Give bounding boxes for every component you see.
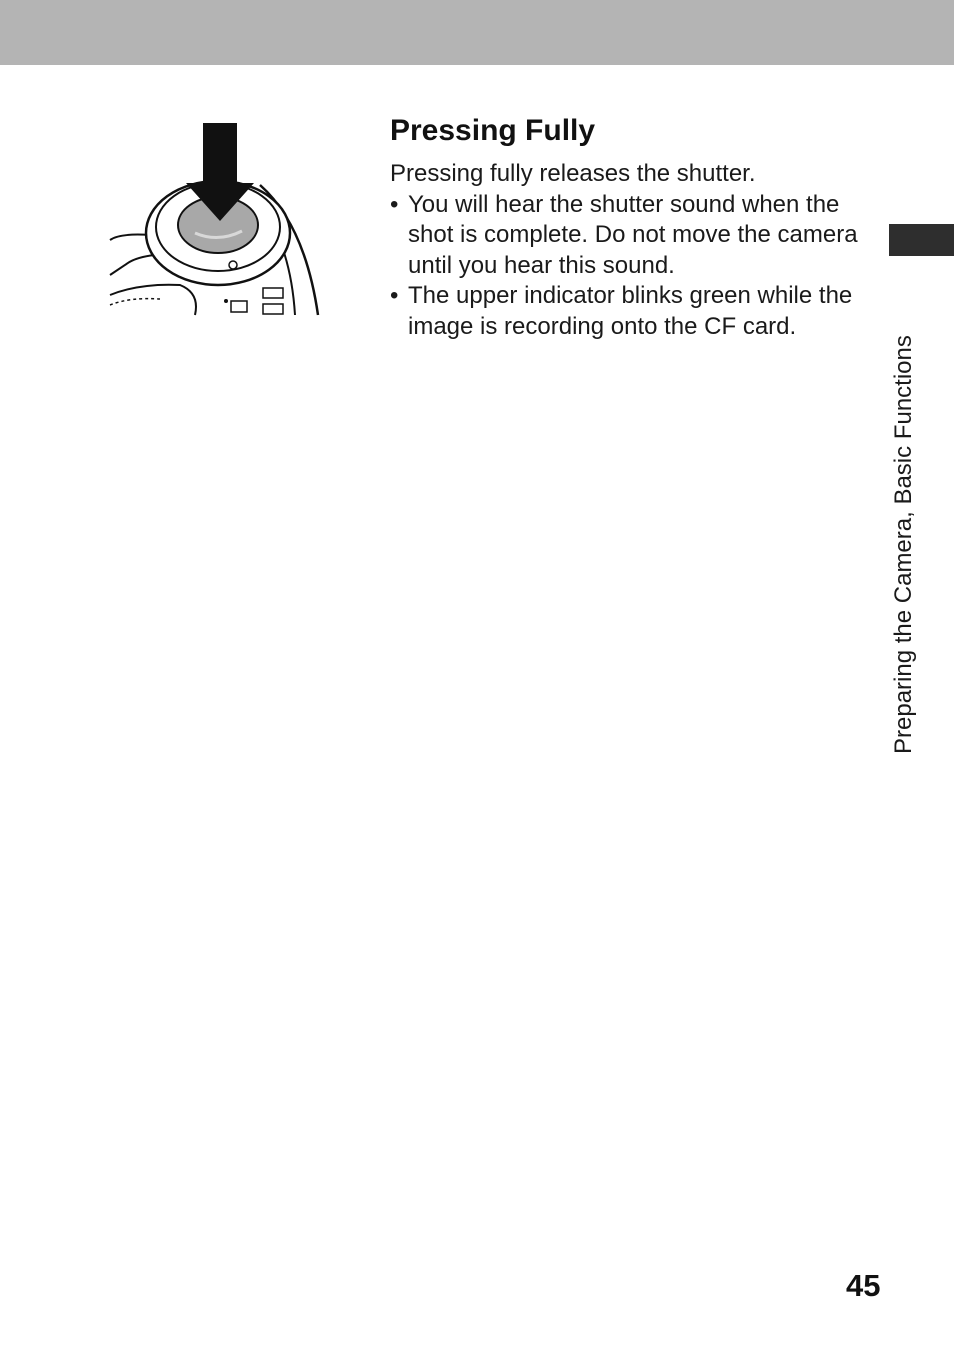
chapter-tab-label: Preparing the Camera, Basic Functions [890, 335, 917, 754]
bullet-text: You will hear the shutter sound when the shot is complete. Do not move the camera until you hear this sound. [408, 190, 858, 279]
section-heading: Pressing Fully [390, 114, 596, 147]
bullet-glyph: • [390, 282, 399, 309]
list-item [390, 281, 860, 342]
page-number: 45 [846, 1268, 881, 1303]
intro-text: Pressing fully releases the shutter. [390, 160, 756, 187]
top-header-band [0, 0, 954, 65]
bullet-list [390, 190, 860, 343]
bullet-text: The upper indicator blinks green while the image is recording onto the CF card. [408, 282, 853, 340]
shutter-button-illustration [100, 115, 335, 325]
list-item [390, 190, 860, 282]
chapter-tab-marker [889, 224, 954, 256]
bullet-glyph: • [390, 190, 399, 218]
section-content [390, 112, 860, 342]
